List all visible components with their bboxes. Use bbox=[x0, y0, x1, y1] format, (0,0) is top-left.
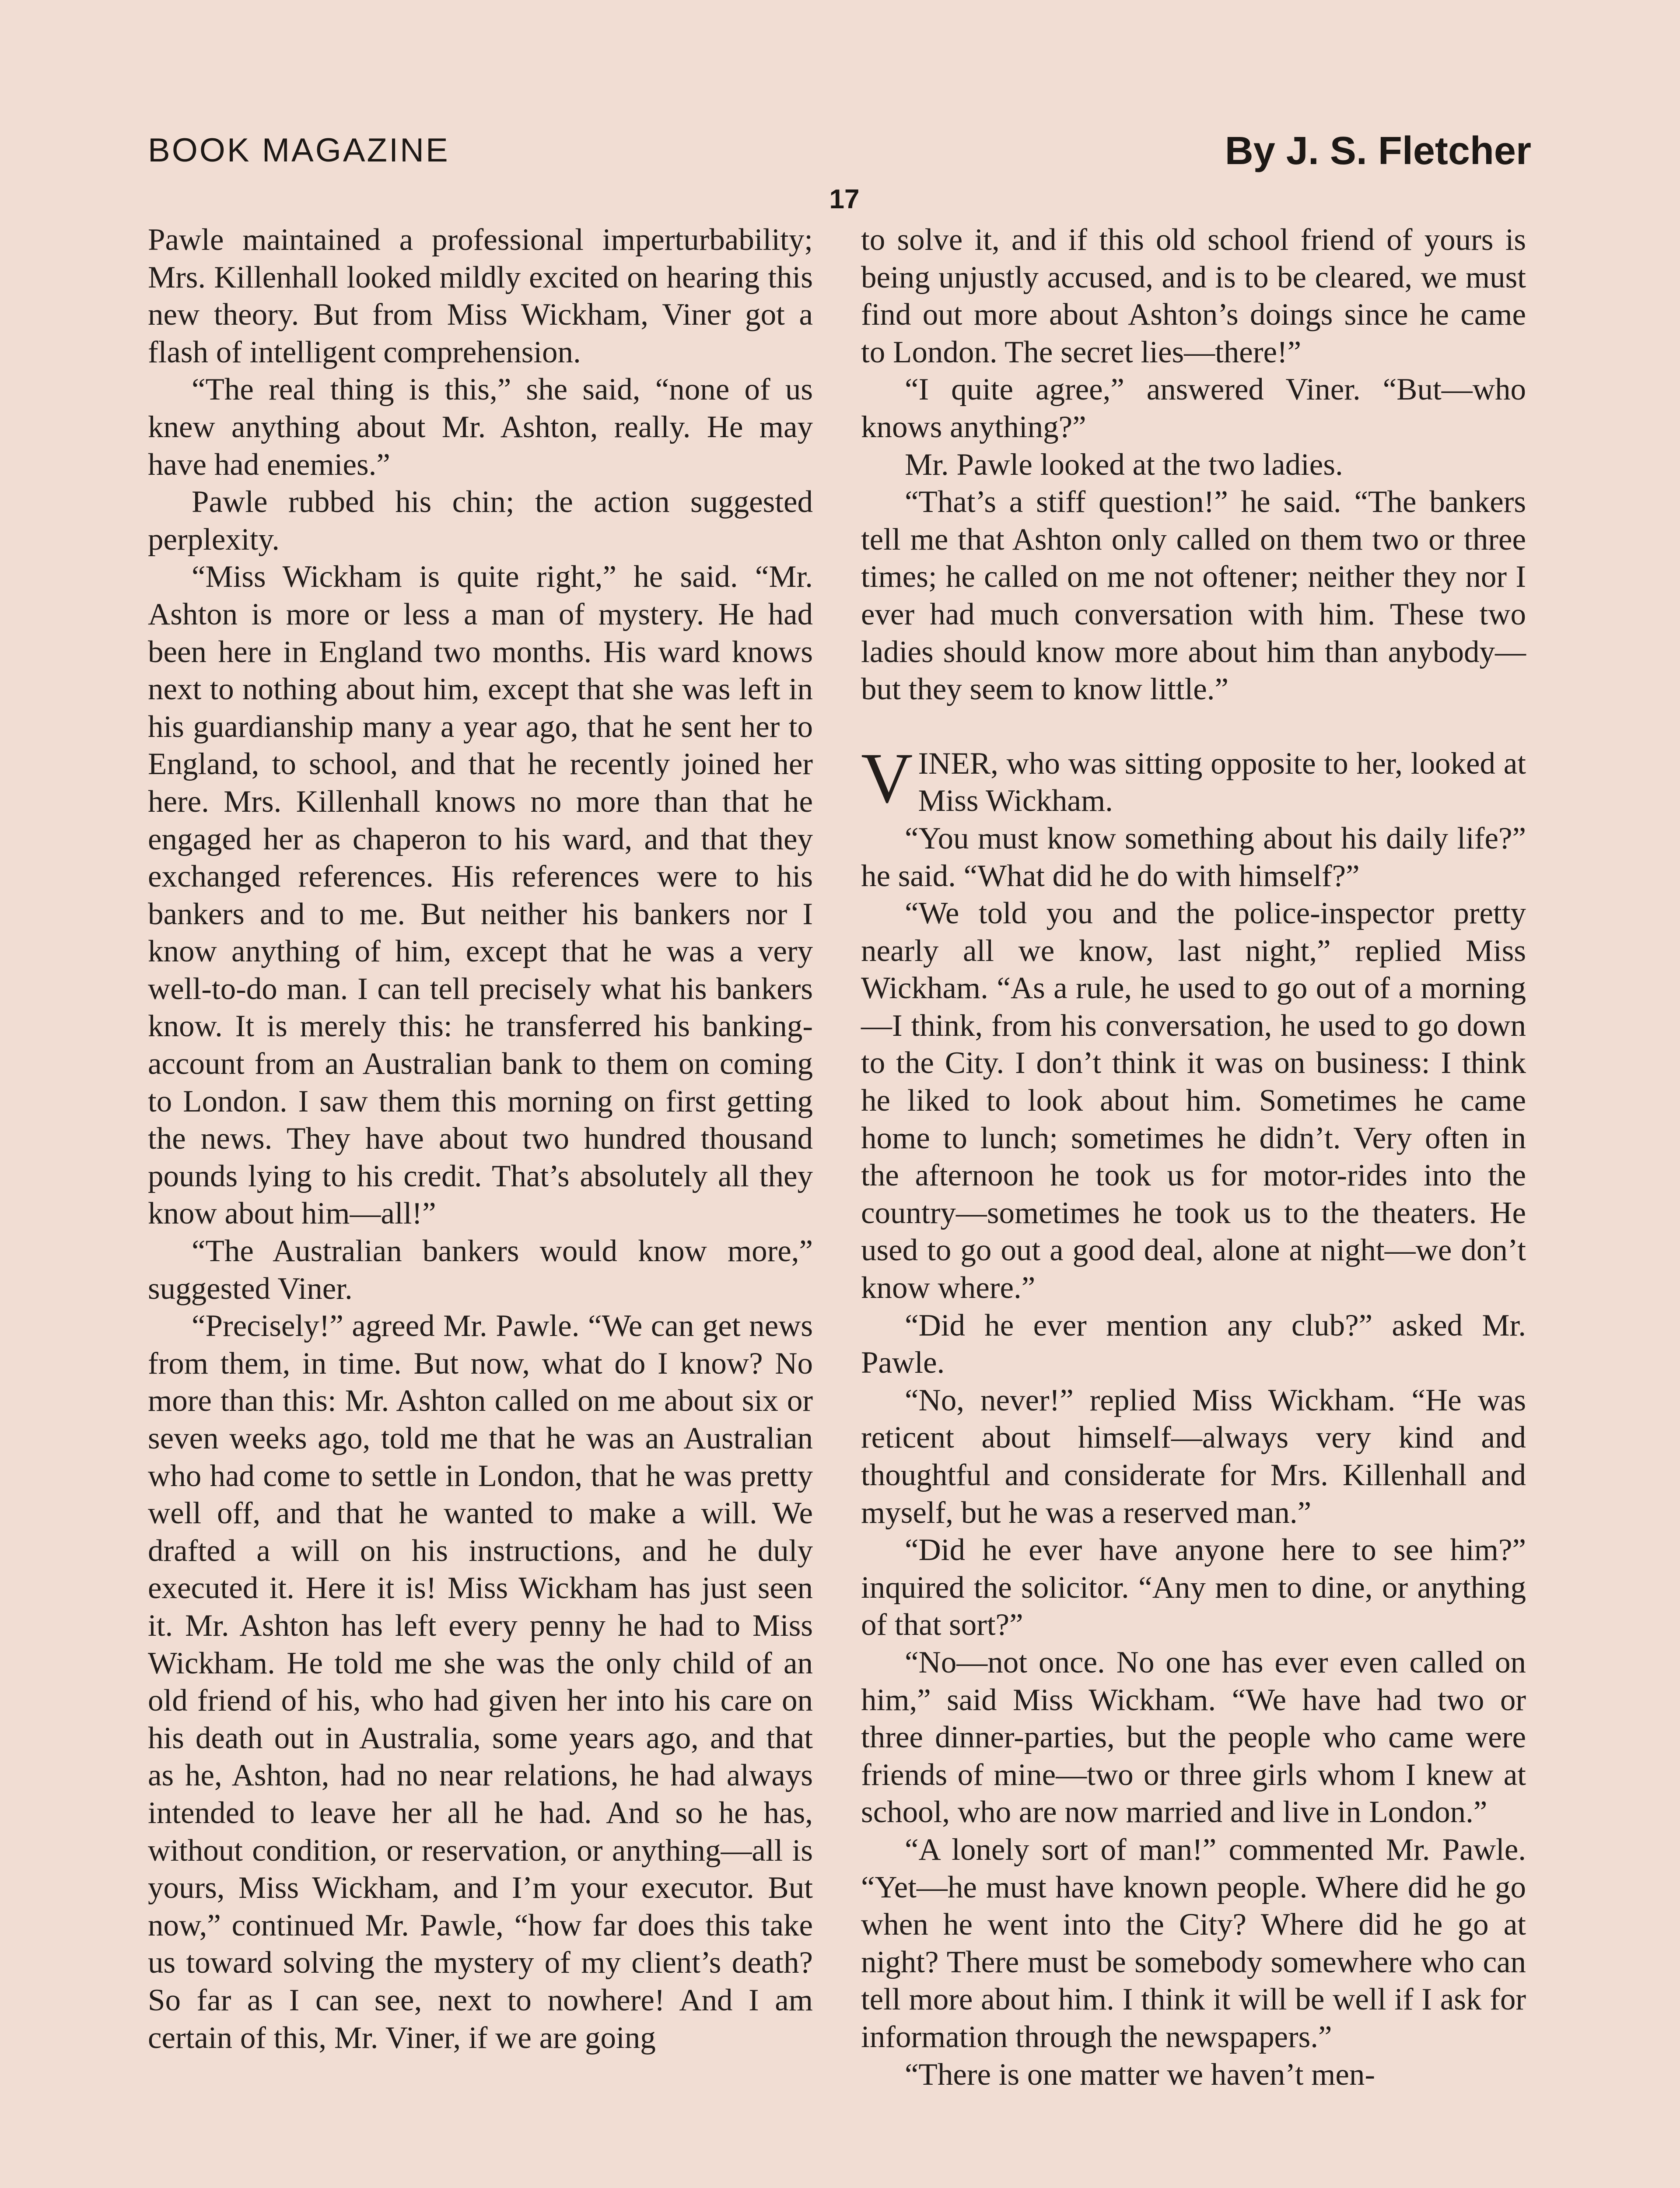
paragraph: “There is one matter we haven’t men- bbox=[905, 2057, 1376, 2092]
paragraph: “A lonely sort of man!” commented Mr. Pawle. “Yet—he must have known people. Where did he go when he went into the City? Where did he go at night? There must be somebody somewhere who can tell more about him. I think it will be well if I ask for information through the newspapers.” bbox=[861, 1832, 1526, 2054]
section-start-text: INER, who was sitting opposite to her, looked at Miss Wickham. bbox=[918, 746, 1526, 818]
right-column bbox=[861, 221, 1526, 2093]
paragraph: “The Australian bankers would know more,” suggested Viner. bbox=[148, 1234, 813, 1306]
page-number: 17 bbox=[829, 184, 860, 214]
paragraph: “Did he ever have anyone here to see him?” inquired the solicitor. “Any men to dine, or anything of that sort?” bbox=[861, 1533, 1526, 1642]
paragraph: “Miss Wickham is quite right,” he said. “Mr. Ashton is more or less a man of mystery. He had been here in England two months. His ward knows next to nothing about him, except that she was left in his guardianship many a year ago, that he sent her to England, to school, and that he recently joined her here. Mrs. Killenhall knows no more than that he engaged her as chaperon to his ward, and that they exchanged references. His references were to his bankers and to me. But neither his bankers nor I know anything of him, except that he was a very well-to-do man. I can tell precisely what his bankers know. It is merely this: he transferred his banking-account from an Australian bank to them on coming to London. I saw them this morning on first getting the news. They have about two hundred thousand pounds lying to his credit. That’s absolutely all they know about him—all!” bbox=[148, 560, 813, 1231]
paragraph: “No, never!” replied Miss Wickham. “He was reticent about himself—always very kind and thoughtful and considerate for Mrs. Killenhall and myself, but he was a reserved man.” bbox=[861, 1383, 1526, 1530]
paragraph: Mr. Pawle looked at the two ladies. bbox=[905, 447, 1343, 482]
section-start-paragraph bbox=[861, 738, 1526, 820]
paragraph: “Did he ever mention any club?” asked Mr. Pawle. bbox=[861, 1308, 1526, 1380]
paragraph: to solve it, and if this old school friend of yours is being unjustly accused, and is to be cleared, we must find out more about Ashton’s doings since he came to London. The secret lies—there!” bbox=[861, 223, 1526, 369]
paragraph: “No—not once. No one has ever even called on him,” said Miss Wickham. “We have had two or three dinner-parties, but the people who came were friends of mine—two or three girls whom I knew at school, who are now married and live in London.” bbox=[861, 1645, 1526, 1830]
drop-cap: V bbox=[861, 738, 913, 818]
magazine-title: BOOK MAGAZINE bbox=[148, 132, 450, 169]
paragraph: Pawle rubbed his chin; the action suggested perplexity. bbox=[148, 485, 813, 557]
paragraph: “That’s a stiff question!” he said. “The bankers tell me that Ashton only called on them two or three times; he called on me not oftener; neither they nor I ever had much conversation with him. These two ladies should know more about him than anybody—but they seem to know little.” bbox=[861, 485, 1526, 707]
paragraph: “We told you and the police-inspector pretty nearly all we know, last night,” replied Miss Wickham. “As a rule, he used to go out of a morning—I think, from his conversation, he used to go down to the City. I don’t think it was on business: I think he liked to look about him. Sometimes he came home to lunch; sometimes he didn’t. Very often in the afternoon he took us for motor-rides into the country—sometimes he took us to the theaters. He used to go out a good deal, alone at night—we don’t know where.” bbox=[861, 896, 1526, 1305]
paragraph: “You must know something about his daily life?” he said. “What did he do with himself?” bbox=[861, 821, 1526, 893]
paragraph: “The real thing is this,” she said, “none of us knew anything about Mr. Ashton, really. He may have had enemies.” bbox=[148, 372, 813, 482]
left-column bbox=[148, 221, 813, 2057]
paragraph: Pawle maintained a professional imperturbability; Mrs. Killenhall looked mildly excited on hearing this new theory. But from Miss Wickham, Viner got a flash of intelligent comprehension. bbox=[148, 223, 813, 369]
paragraph: “I quite agree,” answered Viner. “But—who knows anything?” bbox=[861, 372, 1526, 444]
paragraph: “Precisely!” agreed Mr. Pawle. “We can get news from them, in time. But now, what do I know? No more than this: Mr. Ashton called on me about six or seven weeks ago, told me that he was an Australian who had come to settle in London, that he was pretty well off, and that he wanted to make a will. We drafted a will on his instructions, and he duly executed it. Here it is! Miss Wickham has just seen it. Mr. Ashton has left every penny he had to Miss Wickham. He told me she was the only child of an old friend of his, who had given her into his care on his death out in Australia, some years ago, and that as he, Ashton, had no near relations, he had always intended to leave her all he had. And so he has, without condition, or reservation, or anything—all is yours, Miss Wickham, and I’m your executor. But now,” continued Mr. Pawle, “how far does this take us toward solving the mystery of my client’s death? So far as I can see, next to nowhere! And I am certain of this, Mr. Viner, if we are going bbox=[148, 1309, 813, 2055]
author-byline: By J. S. Fletcher bbox=[1225, 129, 1531, 173]
